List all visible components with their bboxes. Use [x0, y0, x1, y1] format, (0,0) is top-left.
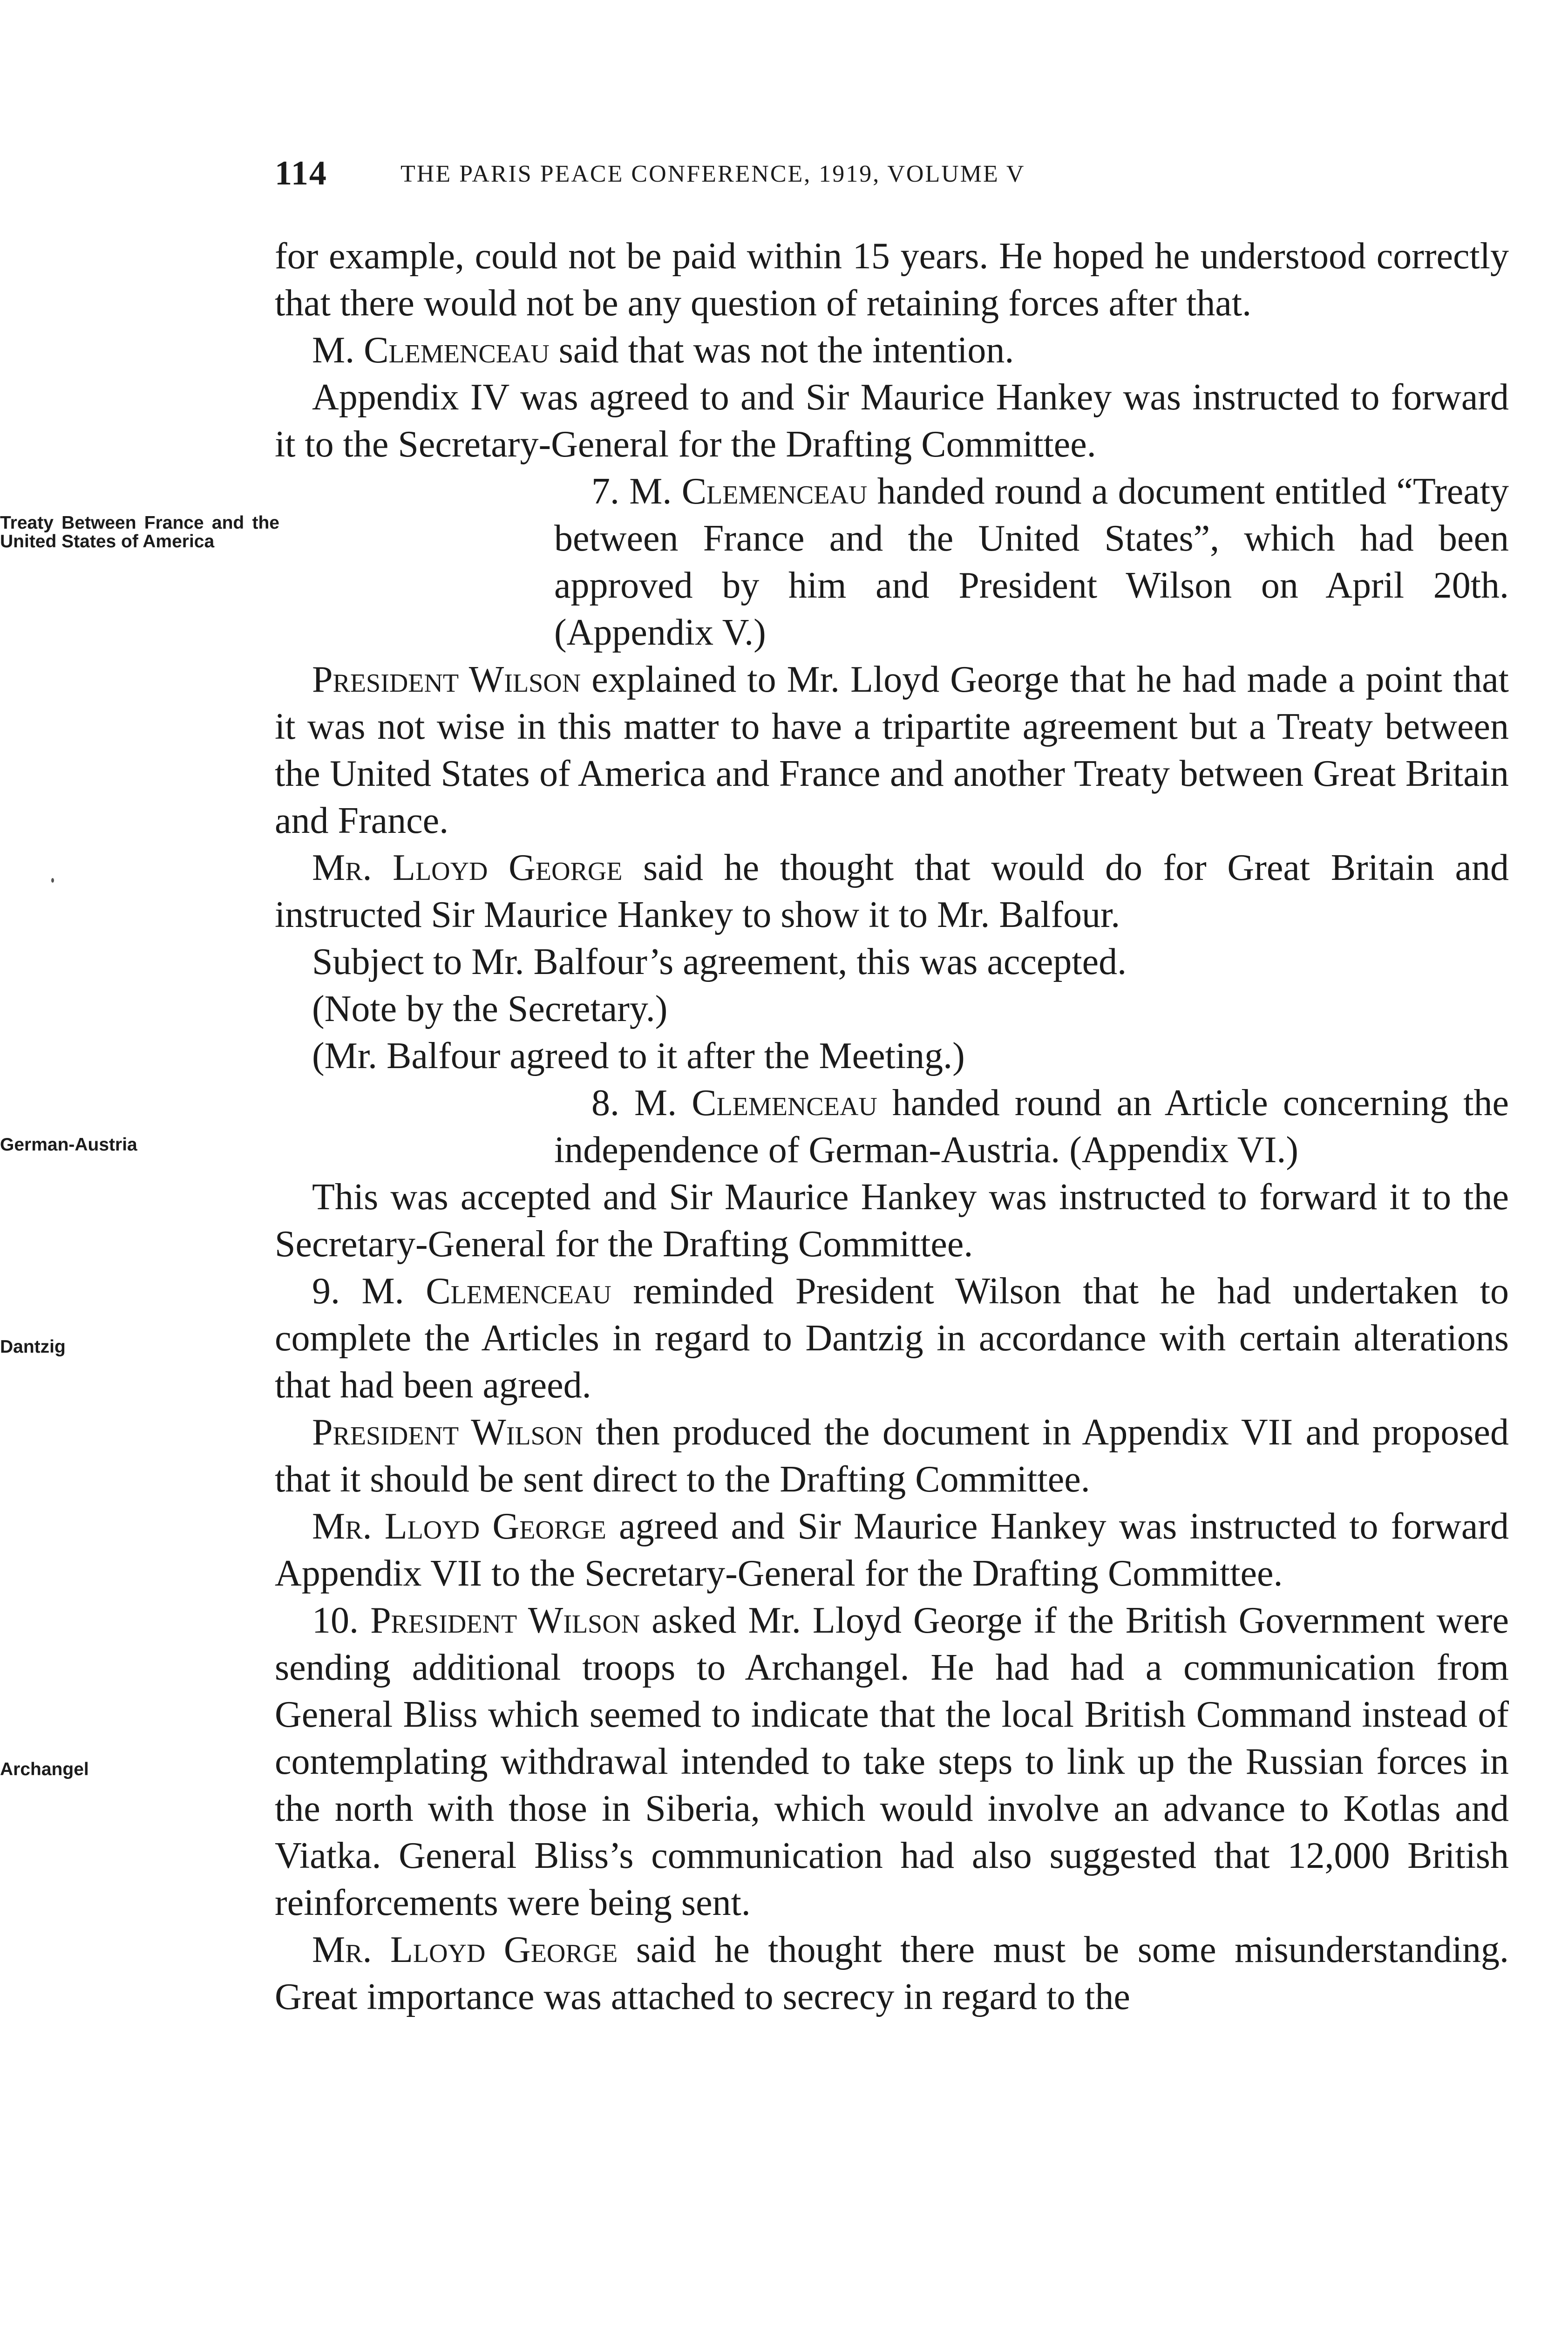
side-note-dantzig: Dantzig	[0, 1337, 66, 1357]
speaker-name: President Wilson	[312, 659, 581, 700]
section-dantzig	[0, 1268, 1509, 1409]
paragraph: President Wilson explained to Mr. Lloyd George that he had made a point that it was not wise in this matter to have a tripartite agreement but a Treaty between the United States of America and France and another Treaty between Great Britain and France.	[275, 659, 1509, 841]
paragraph: Mr. Lloyd George agreed and Sir Maurice Hankey was instructed to forward Appendix VII to the Secretary-General for the Drafting Committee.	[275, 1506, 1509, 1594]
speaker-name: Clemenceau	[681, 471, 868, 512]
paragraph: for example, could not be paid within 15 years. He hoped he understood correctly that there would not be any question of retaining forces after that.	[275, 236, 1509, 324]
speaker-name: M. Clemenceau	[312, 330, 550, 371]
paragraph: 10. President Wilson asked Mr. Lloyd George if the British Government were sending additional troops to Archangel. He had had a communication from General Bliss which seemed to indicate that the local British Command instead of contemplating withdrawal intended to take steps to link up the Russian forces in the north with those in Siberia, which would involve an advance to Kotlas and Viatka. General Bliss’s communication had also suggested that 12,000 British reinforcements were being sent.	[275, 1600, 1509, 1923]
paragraph: Mr. Lloyd George said he thought there must be some misunderstanding. Great importance was attached to secrecy in regard to the	[275, 1929, 1509, 2017]
paragraph: 7. M. Clemenceau handed round a document entitled “Treaty between France and the United States”, which had been approved by him and President Wilson on April 20th. (Appendix V.)	[554, 471, 1509, 653]
paragraph: Appendix IV was agreed to and Sir Maurice Hankey was instructed to forward it to the Secretary-General for the Drafting Committee.	[275, 377, 1509, 465]
speaker-name: President Wilson	[312, 1412, 583, 1453]
page-number: 114	[275, 154, 327, 192]
section-treaty	[0, 468, 1509, 656]
speaker-name: Clemenceau	[692, 1083, 877, 1124]
paragraph: 8. M. Clemenceau handed round an Article concerning the independence of German-Austria. (Appendix VI.)	[554, 1083, 1509, 1171]
paragraph: President Wilson then produced the document in Appendix VII and proposed that it should be sent direct to the Drafting Committee.	[275, 1412, 1509, 1500]
paragraph: (Mr. Balfour agreed to it after the Meeting.)	[312, 1035, 965, 1076]
side-note-archangel: Archangel	[0, 1759, 89, 1779]
paragraph: M. Clemenceau said that was not the intention.	[312, 330, 1014, 371]
section-german-austria	[0, 1080, 1509, 1174]
speaker-name: Clemenceau	[426, 1271, 611, 1312]
paragraph: 9. M. Clemenceau reminded President Wilson that he had undertaken to complete the Articles in regard to Dantzig in accordance with certain alterations that had been agreed.	[275, 1271, 1509, 1406]
section-archangel	[0, 1597, 1509, 1927]
speaker-name: Mr. Lloyd George	[312, 1929, 618, 1970]
side-note-treaty: Treaty Between France and the United States of America	[0, 513, 279, 552]
paragraph: Mr. Lloyd George said he thought that would do for Great Britain and instructed Sir Maurice Hankey to show it to Mr. Balfour.	[275, 847, 1509, 935]
speaker-name: Mr. Lloyd George	[312, 1506, 606, 1547]
paragraph: This was accepted and Sir Maurice Hankey was instructed to forward it to the Secretary-General for the Drafting Committee.	[275, 1177, 1509, 1265]
scan-speck	[51, 878, 54, 883]
side-note-german-austria: German-Austria	[0, 1135, 137, 1155]
speaker-name: President Wilson	[370, 1600, 640, 1641]
body-text	[0, 233, 1509, 2021]
speaker-name: Mr. Lloyd George	[312, 847, 623, 888]
paragraph: (Note by the Secretary.)	[312, 988, 668, 1029]
page-header	[275, 154, 1346, 205]
running-title: THE PARIS PEACE CONFERENCE, 1919, VOLUME V	[400, 161, 1025, 187]
paragraph: Subject to Mr. Balfour’s agreement, this was accepted.	[312, 941, 1127, 982]
